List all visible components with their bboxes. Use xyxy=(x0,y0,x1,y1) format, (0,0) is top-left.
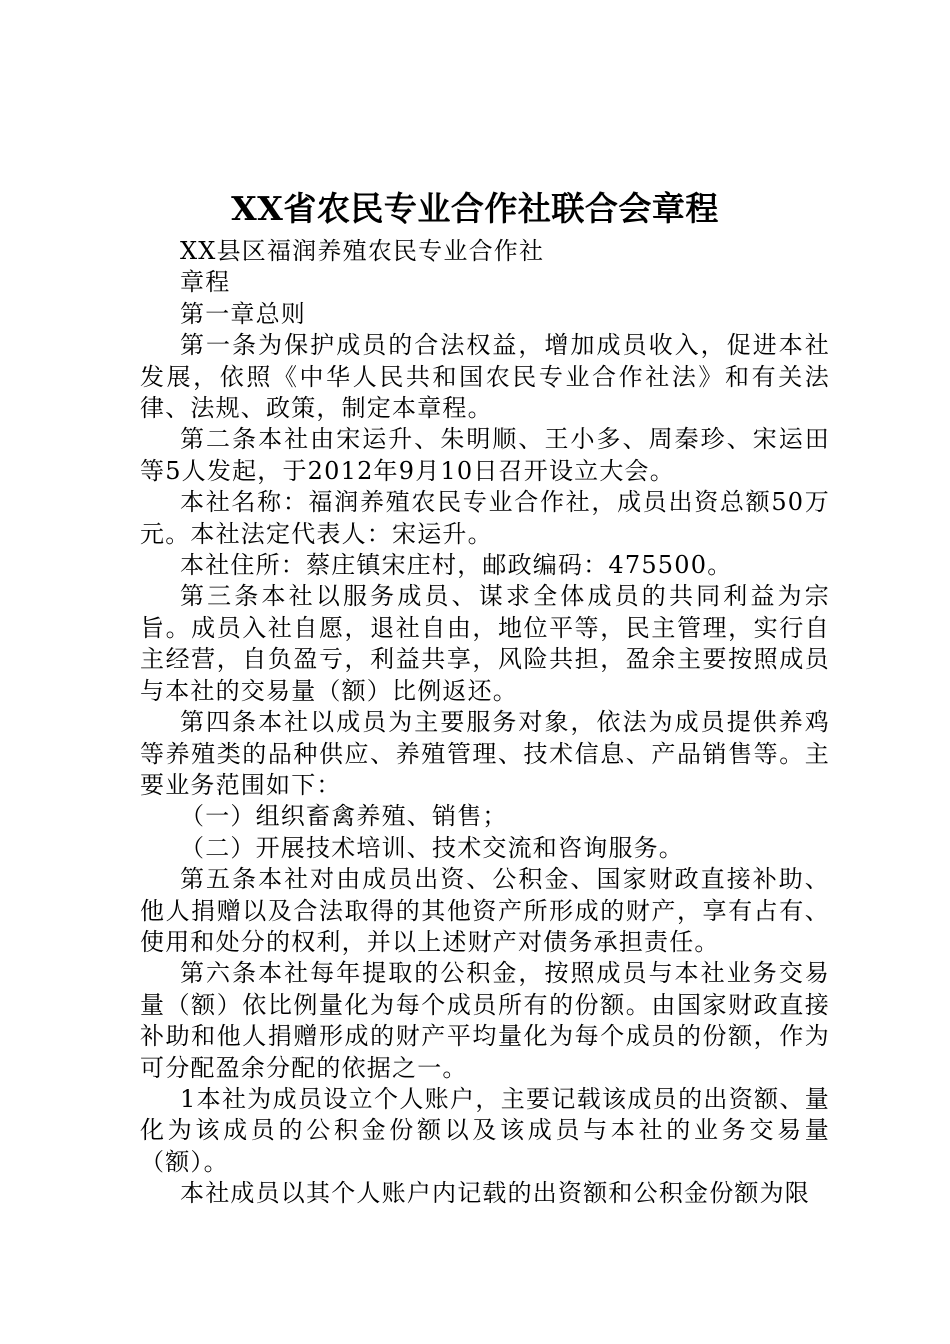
paragraph-article-6: 第六条本社每年提取的公积金，按照成员与本社业务交易量（额）依比例量化为每个成员所有的份额。由国家财政直接补助和他人捐赠形成的财产平均量化为每个成员的份额，作为可分配盈余分配的依据之一。 xyxy=(140,959,830,1082)
paragraph-cooperative-info: 本社名称：福润养殖农民专业合作社，成员出资总额50万元。本社法定代表人：宋运升。 xyxy=(140,488,830,548)
paragraph-article-1: 第一条为保护成员的合法权益，增加成员收入，促进本社发展，依照《中华人民共和国农民专业合作社法》和有关法律、法规、政策，制定本章程。 xyxy=(140,331,830,423)
paragraph-article-3: 第三条本社以服务成员、谋求全体成员的共同利益为宗旨。成员入社自愿，退社自由，地位平等，民主管理，实行自主经营，自负盈亏，利益共享，风险共担，盈余主要按照成员与本社的交易量（额）比例返还。 xyxy=(140,582,830,705)
paragraph-chapter-one: 第一章总则 xyxy=(180,299,306,328)
paragraph-scope-item-2: （二）开展技术培训、技术交流和咨询服务。 xyxy=(180,833,684,862)
paragraph-scope-item-1: （一）组织畜禽养殖、销售； xyxy=(180,802,508,831)
document-title: XX省农民专业合作社联合会章程 xyxy=(231,189,719,228)
paragraph-article-5: 第五条本社对由成员出资、公积金、国家财政直接补助、他人捐赠以及合法取得的其他资产所形成的财产，享有占有、使用和处分的权利，并以上述财产对债务承担责任。 xyxy=(140,865,830,956)
document-body xyxy=(140,236,830,1210)
paragraph-personal-account: 1本社为成员设立个人账户，主要记载该成员的出资额、量化为该成员的公积金份额以及该成员与本社的业务交易量（额）。 xyxy=(140,1084,830,1176)
paragraph-address: 本社住所：蔡庄镇宋庄村，邮政编码：475500。 xyxy=(180,551,733,580)
paragraph-article-4: 第四条本社以成员为主要服务对象，依法为成员提供养鸡等养殖类的品种供应、养殖管理、技术信息、产品销售等。主要业务范围如下： xyxy=(140,708,830,799)
paragraph-article-2: 第二条本社由宋运升、朱明顺、王小多、周秦珍、宋运田等5人发起，于2012年9月10日召开设立大会。 xyxy=(140,425,830,485)
paragraph-member-liability: 本社成员以其个人账户内记载的出资额和公积金份额为限 xyxy=(180,1179,810,1208)
paragraph-cooperative-name: XX县区福润养殖农民专业合作社 xyxy=(180,237,545,265)
paragraph-charter-label: 章程 xyxy=(180,268,231,297)
